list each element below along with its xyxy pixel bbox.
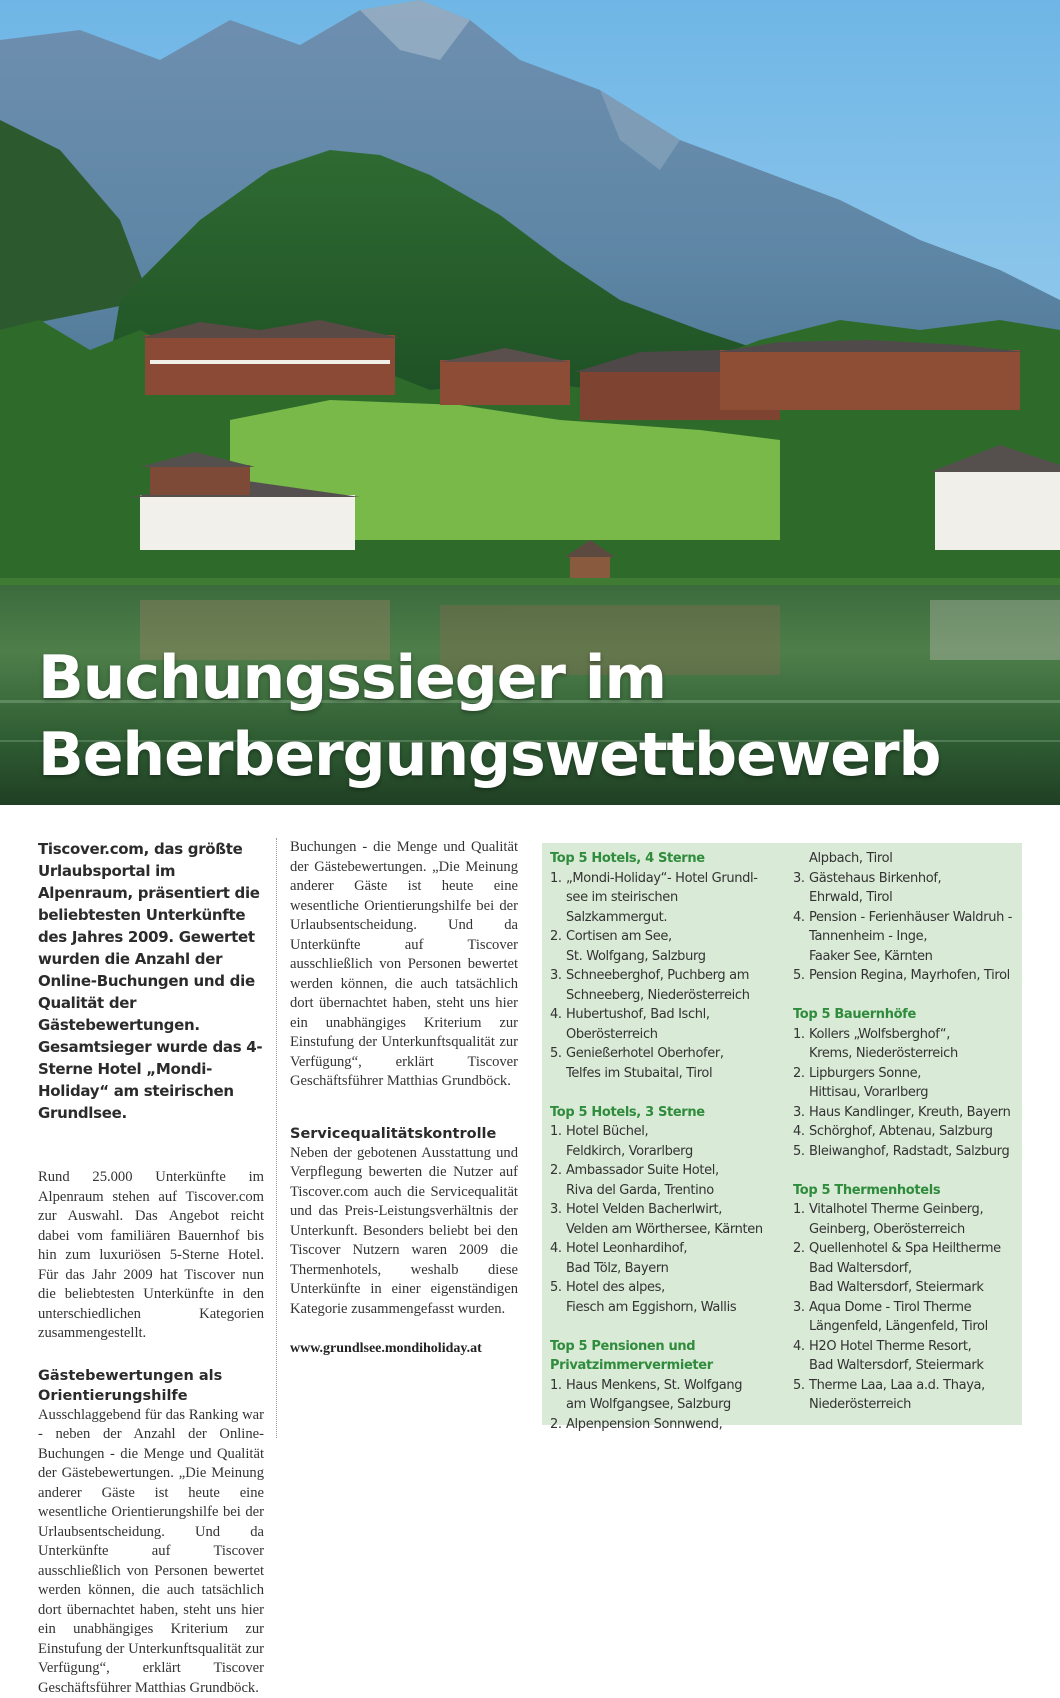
list-item: 3. Aqua Dome - Tirol Therme Längenfeld, Längenfeld, Tirol <box>793 1299 988 1334</box>
list-item: 1. Haus Menkens, St. Wolfgang am Wolfgangsee, Salzburg <box>550 1377 743 1412</box>
rankings-column-right <box>793 849 1025 1415</box>
list-item: 5. Bleiwanghof, Radstadt, Salzburg <box>793 1143 1010 1159</box>
rankings-box <box>542 843 1022 1432</box>
headline-line-2: Beherbergungswettbewerb <box>38 720 941 790</box>
category-title-bauernhoefe: Top 5 Bauernhöfe <box>793 1007 916 1022</box>
list-item: 5. Hotel des alpes, Fiesch am Eggishorn, Wallis <box>550 1280 737 1315</box>
list-item: 2. Cortisen am See, St. Wolfgang, Salzburg <box>550 929 706 964</box>
list-item: 4. Hotel Leonhardihof, Bad Tölz, Bayern <box>550 1241 688 1276</box>
section-text-continued: Buchungen - die Menge und Qualität der Gästebewertungen. „Die Meinung anderer Gäste ist heute eine wesentliche Orientierungshilfe bei der Urlaubsentscheidung. Und da Unterkünfte auf Tiscover ausschließlich von Personen bewertet werden können, die auch tatsächlich dort übernachtet haben, steht uns hier ein unabhängiges Kriterium zur Einstufung der Unterkunftsqualität zur Verfügung“, erklärt Tiscover Geschäftsführer Matthias Grundböck. <box>290 839 518 1089</box>
column-divider <box>276 838 277 1438</box>
list-item: 4. H2O Hotel Therme Resort, Bad Waltersdorf, Steiermark <box>793 1338 984 1373</box>
list-item: 1. Kollers „Wolfsberghof“, Krems, Niederösterreich <box>793 1026 958 1061</box>
category-title-hotels-3-sterne: Top 5 Hotels, 3 Sterne <box>550 1104 705 1120</box>
hero-photo <box>0 0 1060 805</box>
list-item: 2. Alpenpension Sonnwend, <box>550 1416 723 1432</box>
list-item: 4. Hubertushof, Bad Ischl, Oberösterreich <box>550 1007 710 1042</box>
list-item: 1. Vitalhotel Therme Geinberg, Geinberg, Oberösterreich <box>793 1202 984 1237</box>
list-item: 5. Therme Laa, Laa a.d. Thaya, Niederösterreich <box>793 1377 985 1412</box>
category-title-hotels-4-sterne: Top 5 Hotels, 4 Sterne <box>550 851 705 866</box>
section-heading-servicequalitaet: Servicequalitätskontrolle <box>290 1125 497 1142</box>
article-column-1 <box>38 838 264 1696</box>
list-item: 1. Hotel Büchel, Feldkirch, Vorarlberg <box>550 1124 693 1159</box>
section-text-gaestebewertungen: Ausschlaggebend für das Ranking war - neben der Anzahl der Online-Buchungen - die Menge und Qualität der Gästebewertungen. „Die Meinung anderer Gäste ist heute eine wesentliche Orientierungshilfe bei der Urlaubsentscheidung. Und da Unterkünfte auf Tiscover ausschließlich von Personen bewertet werden können, die auch tatsächlich dort übernachtet haben, steht uns hier ein unabhängiges Kriterium zur Einstufung der Unterkunftsqualität zur Verfügung“, erklärt Tiscover Geschäftsführer Matthias Grundböck. <box>38 1406 264 1696</box>
list-item: 3. Gästehaus Birkenhof, Ehrwald, Tirol <box>793 870 942 905</box>
list-item: 1. „Mondi-Holiday“- Hotel Grundl- see im steirischen Salzkammergut. <box>550 870 758 925</box>
headline <box>38 640 1048 794</box>
list-item: 3. Hotel Velden Bacherlwirt, Velden am Wörthersee, Kärnten <box>550 1202 763 1237</box>
category-title-pensionen: Top 5 Pensionen und Privatzimmervermieter <box>550 1338 713 1373</box>
list-item: 5. Pension Regina, Mayrhofen, Tirol <box>793 968 1010 983</box>
rankings-column-left <box>550 849 782 1434</box>
article-column-2 <box>290 838 518 1357</box>
list-item: 4. Pension - Ferienhäuser Waldruh - Tannenheim - Inge, Faaker See, Kärnten <box>793 909 1013 964</box>
list-item: 2. Lipburgers Sonne, Hittisau, Vorarlberg <box>793 1065 929 1100</box>
intro-paragraph: Rund 25.000 Unterkünfte im Alpenraum stehen auf Tiscover.com zur Auswahl. Das Angebot reicht dabei vom familiären Bauernhof bis hin zum luxuriösen 5-Sterne Hotel. Für das Jahr 2009 hat Tiscover nun die beliebtesten Unterkünfte in den unterschiedlichen Kategorien zusammengestellt. <box>38 1169 264 1341</box>
list-item: 2. Ambassador Suite Hotel, Riva del Garda, Trentino <box>550 1163 719 1198</box>
website-link[interactable]: www.grundlsee.mondiholiday.at <box>290 1341 482 1356</box>
category-title-thermenhotels: Top 5 Thermenhotels <box>793 1182 941 1198</box>
list-item: 3. Schneeberghof, Puchberg am Schneeberg, Niederösterreich <box>550 968 750 1003</box>
list-item: 2. Quellenhotel & Spa Heiltherme Bad Waltersdorf, Bad Waltersdorf, Steiermark <box>793 1241 1001 1295</box>
list-item-continued: Alpbach, Tirol <box>809 851 893 866</box>
list-item: 5. Genießerhotel Oberhofer, Telfes im Stubaital, Tirol <box>550 1046 724 1081</box>
list-item: 3. Haus Kandlinger, Kreuth, Bayern <box>793 1104 1011 1120</box>
section-heading-gaestebewertungen: Gästebewertungen als Orientierungshilfe <box>38 1367 223 1404</box>
lead-paragraph: Tiscover.com, das größte Urlaubsportal im Alpenraum, präsentiert die beliebtesten Unterkünfte des Jahres 2009. Gewertet wurden die Anzahl der Online-Buchungen und die Qualität der Gästebewertungen. Gesamtsieger wurde das 4-Sterne Hotel „Mondi-Holiday“ am steirischen Grundlsee. <box>38 840 263 1122</box>
headline-line-1: Buchungssieger im <box>38 643 666 713</box>
section-text-servicequalitaet: Neben der gebotenen Ausstattung und Verpflegung bewerten die Nutzer auf Tiscover.com auch die Servicequalität und das Preis-Leistungsverhältnis der Unterkunft. Besonders beliebt bei den Tiscover Nutzern waren 2009 die Thermenhotels, weshalb diese Unterkünfte in einer eigenständigen Kategorie zusammengefasst wurden. <box>290 1144 518 1317</box>
list-item: 4. Schörghof, Abtenau, Salzburg <box>793 1124 993 1139</box>
